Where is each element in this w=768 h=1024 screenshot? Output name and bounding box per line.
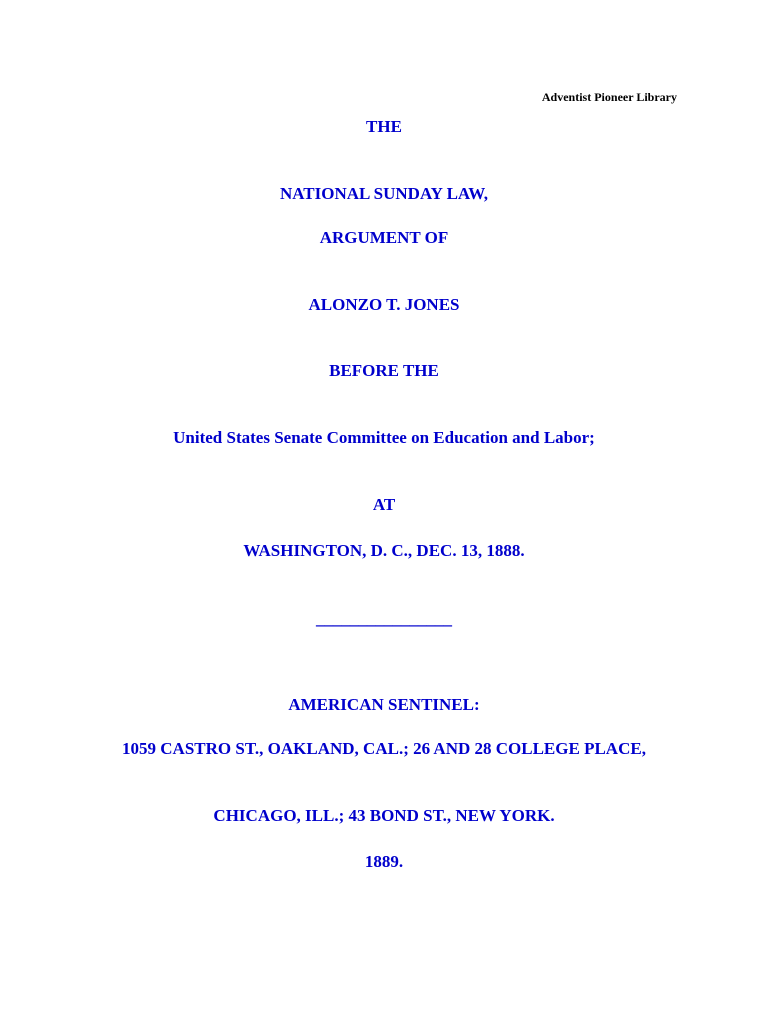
year-line: 1889.: [364, 852, 404, 871]
book-title: NATIONAL SUNDAY LAW,: [280, 184, 488, 203]
publisher-line: AMERICAN SENTINEL:: [288, 695, 480, 714]
library-header: Adventist Pioneer Library: [541, 90, 677, 104]
author-name: ALONZO T. JONES: [308, 295, 460, 314]
title-the: THE: [366, 117, 402, 136]
committee-line: United States Senate Committee on Education and Labor;: [173, 428, 595, 447]
argument-of-line: ARGUMENT OF: [319, 228, 449, 247]
separator-line: ________________: [316, 609, 452, 628]
place-date-line: WASHINGTON, D. C., DEC. 13, 1888.: [243, 541, 525, 560]
at-line: AT: [372, 495, 396, 514]
address-line-1: 1059 CASTRO ST., OAKLAND, CAL.; 26 AND 28 COLLEGE PLACE,: [122, 739, 646, 758]
address-line-2: CHICAGO, ILL.; 43 BOND ST., NEW YORK.: [213, 806, 555, 825]
before-the-line: BEFORE THE: [329, 361, 439, 380]
